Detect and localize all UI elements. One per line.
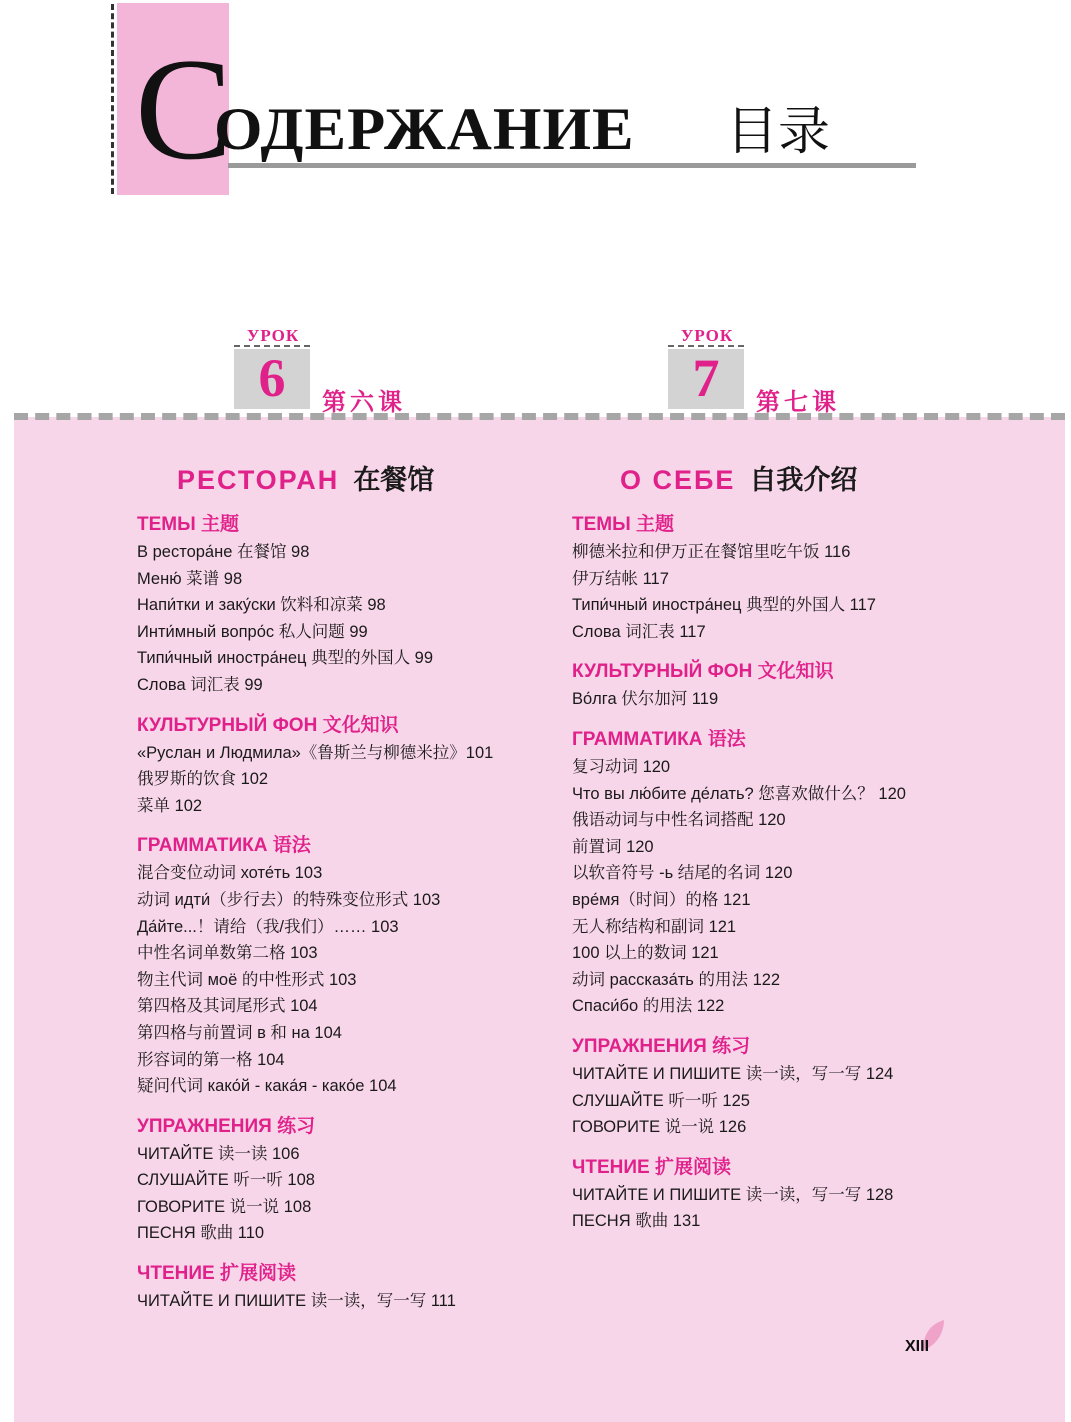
lesson-title-ru: О СЕБЕ xyxy=(620,465,736,495)
section-title: УПРАЖНЕНИЯ 练习 xyxy=(572,1035,751,1057)
toc-entry[interactable]: Спаси́бо 的用法 122 xyxy=(572,997,725,1016)
lesson-6-column xyxy=(137,462,493,1315)
panel-dashed-border xyxy=(14,413,1065,420)
toc-entry[interactable]: ПЕСНЯ 歌曲 110 xyxy=(137,1224,265,1243)
urok-label: УРОК xyxy=(246,326,300,345)
toc-entry[interactable]: 无人称结构和副词 121 xyxy=(572,917,737,936)
section-title: КУЛЬТУРНЫЙ ФОН 文化知识 xyxy=(137,714,399,736)
lesson-title-zh: 自我介绍 xyxy=(749,465,858,496)
toc-entry[interactable]: 混合变位动词 хоте́ть 103 xyxy=(137,864,323,883)
section-title: ТЕМЫ 主题 xyxy=(137,514,239,535)
page-title-zh: 目录 xyxy=(726,102,831,162)
lesson-label-zh: 第六课 xyxy=(322,387,406,416)
toc-section xyxy=(137,832,493,1099)
urok-label: УРОК xyxy=(680,326,734,345)
toc-entry[interactable]: ЧИТАЙТЕ И ПИШИТЕ 读一读，写一写 111 xyxy=(137,1292,456,1311)
section-title: ГРАММАТИКА 语法 xyxy=(572,728,746,750)
toc-entry[interactable]: ГОВОРИТЕ 说一说 108 xyxy=(137,1197,312,1216)
toc-entry[interactable]: 伊万结帐 117 xyxy=(572,569,669,588)
section-title: ГРАММАТИКА 语法 xyxy=(137,835,311,857)
toc-entry[interactable]: СЛУШАЙТЕ 听一听 125 xyxy=(572,1091,750,1110)
page-number: XIII xyxy=(905,1338,930,1355)
toc-entry[interactable]: ЧИТАЙТЕ И ПИШИТЕ 读一读，写一写 128 xyxy=(572,1185,894,1204)
toc-section xyxy=(572,726,906,1020)
toc-section xyxy=(572,511,906,645)
toc-entry[interactable]: В рестора́не 在餐馆 98 xyxy=(137,543,310,561)
toc-entry[interactable]: Во́лга 伏尔加河 119 xyxy=(572,690,719,709)
toc-entry[interactable]: Типи́чный иностра́нец 典型的外国人 117 xyxy=(572,596,876,615)
page-title-initial: С xyxy=(135,28,233,190)
toc-entry[interactable]: Да́йте...！请给（我/我们）…… 103 xyxy=(137,917,399,936)
lesson-number: 7 xyxy=(692,348,720,408)
toc-section xyxy=(137,511,493,699)
toc-entry[interactable]: Типи́чный иностра́нец 典型的外国人 99 xyxy=(137,649,434,668)
toc-entry[interactable]: 复习动词 120 xyxy=(572,757,671,776)
toc-entry[interactable]: СЛУШАЙТЕ 听一听 108 xyxy=(137,1171,315,1190)
toc-section xyxy=(137,712,493,820)
section-title: КУЛЬТУРНЫЙ ФОН 文化知识 xyxy=(572,661,834,683)
lesson-title xyxy=(177,462,493,498)
toc-entry[interactable]: «Руслан и Людмила»《鲁斯兰与柳德米拉》101 xyxy=(137,743,494,762)
toc-entry[interactable]: ГОВОРИТЕ 说一说 126 xyxy=(572,1118,747,1137)
toc-entry[interactable]: Слова 词汇表 99 xyxy=(137,675,263,694)
toc-entry[interactable]: 形容词的第一格 104 xyxy=(137,1050,285,1069)
toc-entry[interactable]: 疑问代词 како́й - кака́я - како́е 104 xyxy=(137,1077,397,1096)
lesson-7-column xyxy=(572,462,906,1235)
toc-entry[interactable]: 俄语动词与中性名词搭配 120 xyxy=(572,811,786,830)
section-title: УПРАЖНЕНИЯ 练习 xyxy=(137,1115,316,1137)
toc-entry[interactable]: 第四格与前置词 в 和 на 104 xyxy=(137,1023,342,1042)
toc-section xyxy=(572,1033,906,1141)
lesson-label-zh: 第七课 xyxy=(756,387,840,416)
toc-entry[interactable]: 100 以上的数词 121 xyxy=(572,944,719,963)
toc-section xyxy=(572,658,906,713)
lesson-title-zh: 在餐馆 xyxy=(353,465,435,496)
toc-entry[interactable]: 菜单 102 xyxy=(137,796,203,815)
toc-entry[interactable]: 物主代词 моё 的中性形式 103 xyxy=(137,970,357,989)
toc-entry[interactable]: Меню́ 菜谱 98 xyxy=(137,569,243,588)
toc-section xyxy=(572,1154,906,1235)
lesson-number: 6 xyxy=(258,348,286,408)
toc-entry[interactable]: Инти́мный вопро́с 私人问题 99 xyxy=(137,622,368,641)
toc-entry[interactable]: ЧИТАЙТЕ 读一读 106 xyxy=(137,1144,300,1163)
toc-entry[interactable]: 以软音符号 -ь 结尾的名词 120 xyxy=(572,864,793,883)
toc-entry[interactable]: ПЕСНЯ 歌曲 131 xyxy=(572,1212,701,1231)
toc-section xyxy=(137,1113,493,1247)
section-title: ЧТЕНИЕ 扩展阅读 xyxy=(572,1156,731,1178)
toc-entry[interactable]: Напи́тки и заку́ски 饮料和凉菜 98 xyxy=(137,596,386,615)
lesson-title xyxy=(620,462,906,498)
header-dashed-line xyxy=(111,4,114,194)
toc-entry[interactable]: 动词 рассказа́ть 的用法 122 xyxy=(572,970,781,989)
toc-entry[interactable]: 俄罗斯的饮食 102 xyxy=(137,770,269,789)
toc-entry[interactable]: 中性名词单数第二格 103 xyxy=(137,944,318,963)
page-title: ОДЕРЖАНИЕ xyxy=(214,96,635,162)
toc-entry[interactable]: 柳德米拉和伊万正在餐馆里吃午饭 116 xyxy=(572,543,851,561)
toc-entry[interactable]: ЧИТАЙТЕ И ПИШИТЕ 读一读，写一写 124 xyxy=(572,1064,894,1083)
toc-entry[interactable]: Слова 词汇表 117 xyxy=(572,622,706,641)
toc-section xyxy=(137,1260,493,1315)
header-underline xyxy=(228,163,916,168)
toc-entry[interactable]: 动词 идти́（步行去）的特殊变位形式 103 xyxy=(137,890,441,909)
lesson-title-ru: РЕСТОРАН xyxy=(177,465,340,495)
section-title: ТЕМЫ 主题 xyxy=(572,514,674,535)
toc-entry[interactable]: 第四格及其词尾形式 104 xyxy=(137,997,318,1016)
toc-entry[interactable]: Что вы лю́бите де́лать? 您喜欢做什么？ 120 xyxy=(572,784,906,803)
toc-entry[interactable]: 前置词 120 xyxy=(572,837,654,856)
toc-entry[interactable]: вре́мя（时间）的格 121 xyxy=(572,890,751,909)
section-title: ЧТЕНИЕ 扩展阅读 xyxy=(137,1263,296,1285)
